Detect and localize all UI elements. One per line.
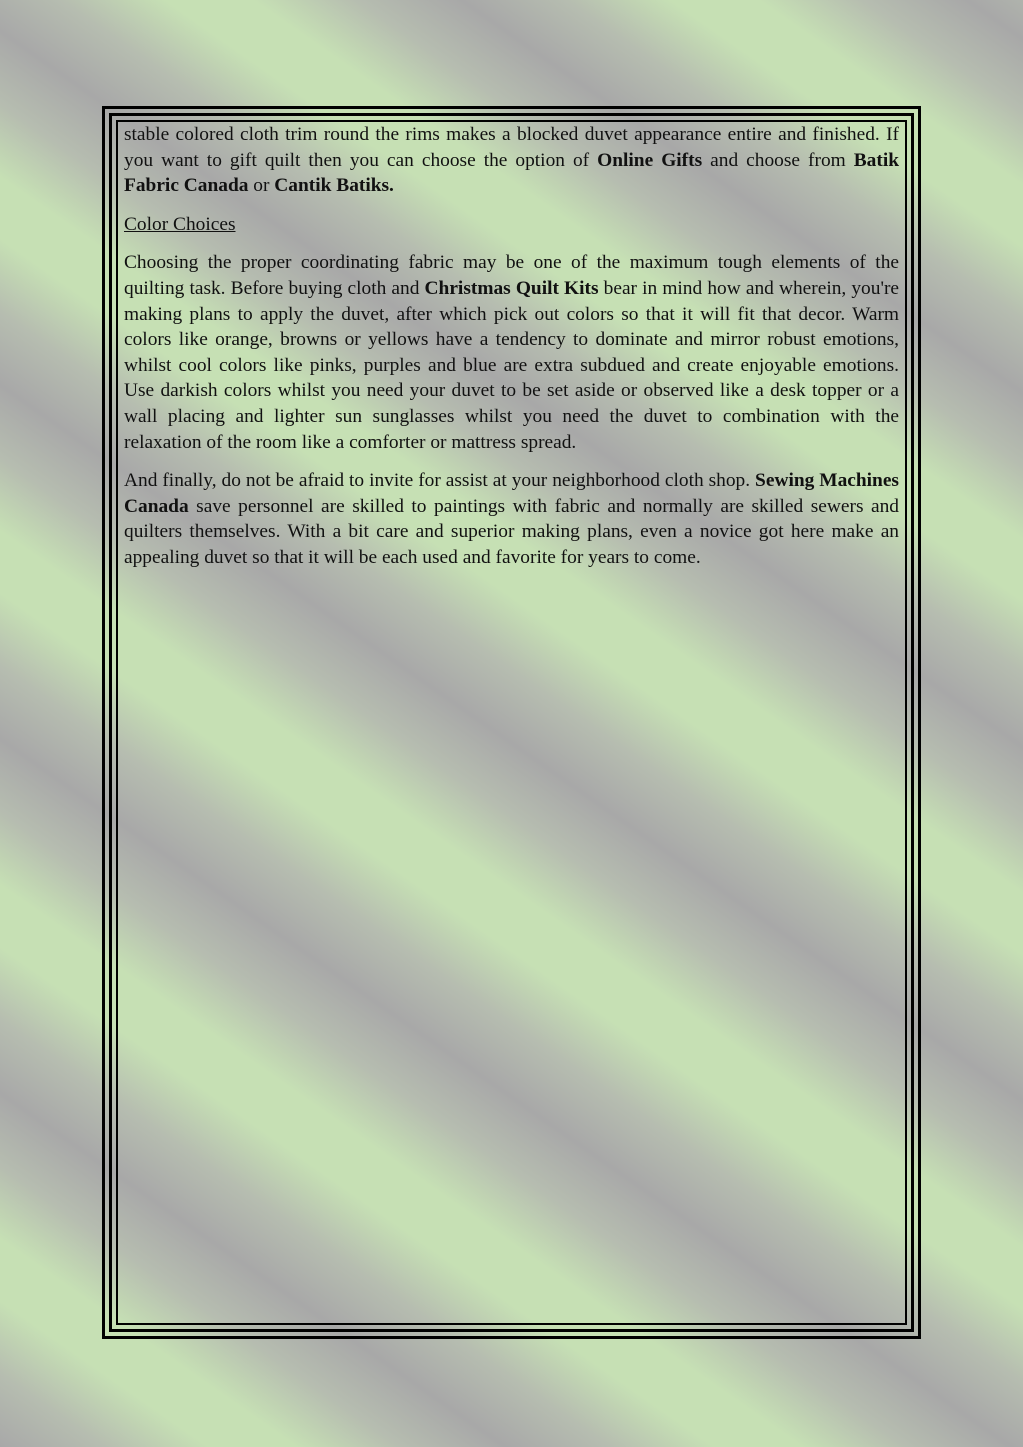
paragraph-text: or [248, 175, 275, 197]
section-heading: Color Choices [124, 213, 236, 235]
bold-term-batik-fabric-canada: Batik Fabric Canada [124, 149, 900, 197]
bold-term-christmas-quilt-kits: Christmas Quilt Kits [424, 277, 599, 299]
paragraph-text: Choosing the proper coordinating fabric may be one of the maximum tough elements of the quilting task. Before buying cloth and [124, 252, 899, 299]
paragraph-text: bear in mind how and wherein, you're making plans to apply the duvet, after which pick out colors so that it will fit that decor. Warm colors like orange, browns or yellows have a tendency to dominate and mirror robust emotions, whilst cool colors like pinks, purples and blue are extra subdued and create enjoyable emotions. Use darkish colors whilst you need your duvet to be set aside or observed like a desk topper or a wall placing and lighter sun sunglasses whilst you need the duvet to combination with the relaxation of the room like a comforter or mattress spread. [124, 277, 900, 453]
bold-term-sewing-machines-canada: Sewing Machines Canada [124, 470, 899, 517]
paragraph-text: stable colored cloth trim round the rims makes a blocked duvet appearance entire and finished. If you want to gift quilt then you can choose the option of [124, 124, 899, 171]
paragraph-text: and choose from [702, 149, 854, 171]
paragraph-text: And finally, do not be afraid to invite for assist at your neighborhood cloth shop. [124, 470, 756, 492]
paragraph-text: save personnel are skilled to paintings with fabric and normally are skilled sewers and quilters themselves. With a bit care and superior making plans, even a novice got here make an appealing duvet so that it will be each used and favorite for years to come. [124, 495, 899, 568]
paragraph-color-choices [124, 250, 899, 455]
paragraph-closing [124, 468, 899, 570]
document-body [124, 122, 899, 584]
bold-term-cantik-batiks: Cantik Batiks. [274, 175, 394, 197]
paragraph-intro [124, 122, 899, 199]
bold-term-online-gifts: Online Gifts [597, 149, 703, 171]
